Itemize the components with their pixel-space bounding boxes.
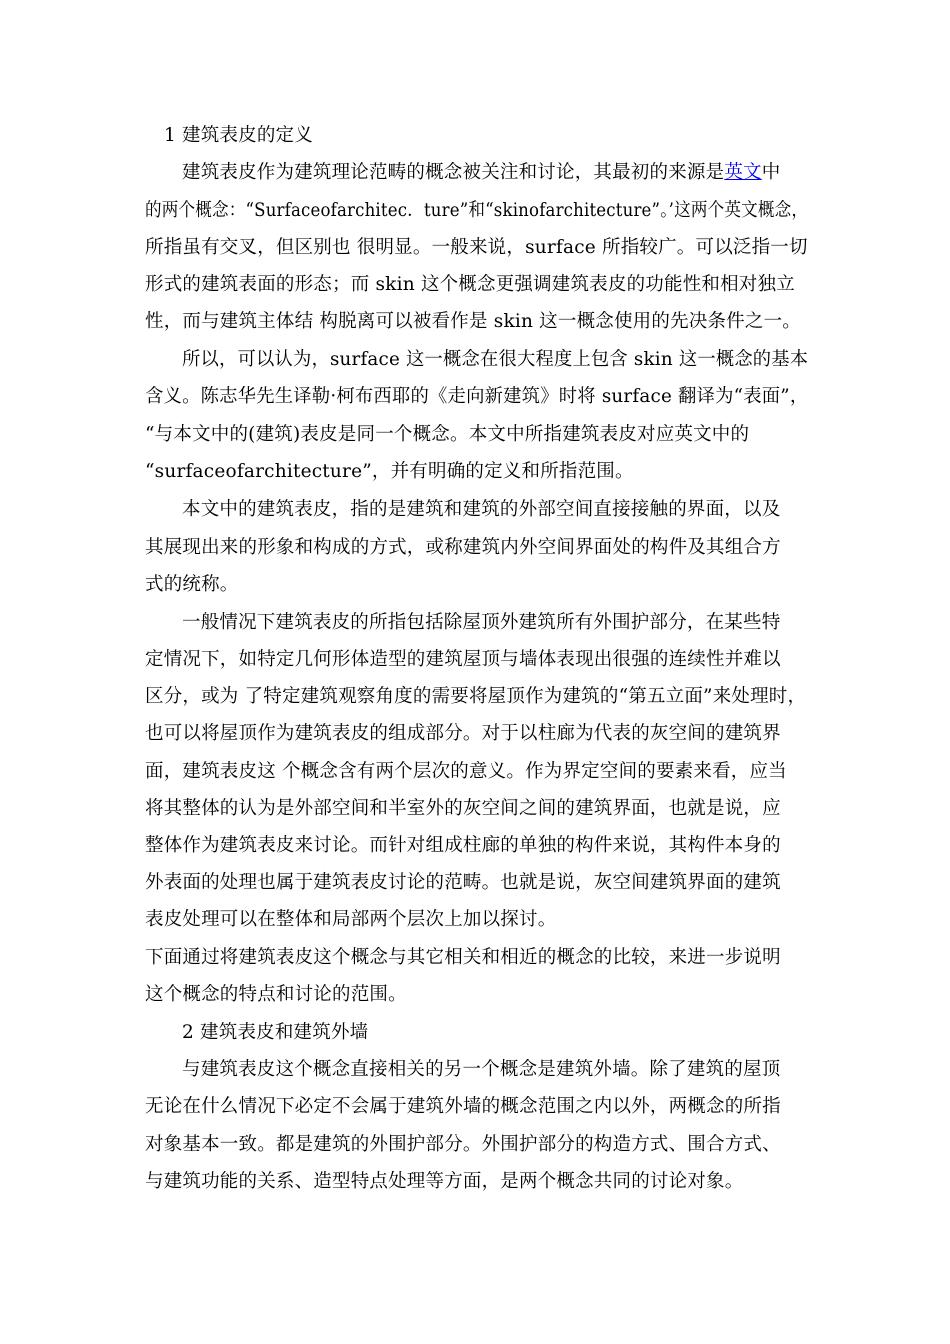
paragraph-4-line-6: 将其整体的认为是外部空间和半室外的灰空间之间的建筑界面，也就是说，应 [145,798,781,819]
paragraph-1-text-tail: 中 [761,162,781,183]
paragraph-1-line-5: 性，而与建筑主体结 构脱离可以被看作是 skin 这一概念使用的先决条件之一。 [145,311,801,332]
paragraph-2-line-1: 所以，可以认为，surface 这一概念在很大程度上包含 skin 这一概念的基本 [182,349,809,370]
paragraph-3-line-1: 本文中的建筑表皮，指的是建筑和建筑的外部空间直接接触的界面，以及 [182,499,781,520]
paragraph-4-line-3: 区分，或为 了特定建筑观察角度的需要将屋顶作为建筑的“第五立面”来处理时， [145,686,807,707]
paragraph-6-line-1: 与建筑表皮这个概念直接相关的另一个概念是建筑外墙。除了建筑的屋顶 [182,1059,781,1080]
paragraph-4-line-8: 外表面的处理也属于建筑表皮讨论的范畴。也就是说，灰空间建筑界面的建筑 [145,872,781,893]
paragraph-2-line-4: “surfaceofarchitecture”，并有明确的定义和所指范围。 [145,461,634,482]
english-link[interactable]: 英文 [724,162,762,183]
paragraph-4-line-4: 也可以将屋顶作为建筑表皮的组成部分。对于以柱廊为代表的灰空间的建筑界 [145,723,781,744]
paragraph-2-line-2: 含义。陈志华先生译勒·柯布西耶的《走向新建筑》时将 surface 翻译为“表面”， [145,386,809,407]
paragraph-4-line-5: 面，建筑表皮这 个概念含有两个层次的意义。作为界定空间的要素来看，应当 [145,761,787,782]
paragraph-5-line-2: 这个概念的特点和讨论的范围。 [145,984,407,1005]
paragraph-3-line-3: 式的统称。 [145,574,239,595]
paragraph-1-line-2: 的两个概念：“Surfaceofarchitec．ture”和“skinofarchitecture”。’这两个英文概念， [145,200,809,221]
paragraph-6-line-4: 与建筑功能的关系、造型特点处理等方面，是两个概念共同的讨论对象。 [145,1171,744,1192]
paragraph-6-line-2: 无论在什么情况下必定不会属于建筑外墙的概念范围之内以外，两概念的所指 [145,1096,781,1117]
paragraph-1-line-3: 所指虽有交叉，但区别也 很明显。一般来说，surface 所指较广。可以泛指一切 [145,237,808,258]
paragraph-6-line-3: 对象基本一致。都是建筑的外围护部分。外围护部分的构造方式、围合方式、 [145,1134,781,1155]
paragraph-1-line-1 [182,161,780,185]
paragraph-4-line-7: 整体作为建筑表皮来讨论。而针对组成柱廊的单独的构件来说，其构件本身的 [145,835,781,856]
section-heading-2: 2 建筑表皮和建筑外墙 [182,1022,369,1043]
paragraph-5-line-1: 下面通过将建筑表皮这个概念与其它相关和相近的概念的比较，来进一步说明 [145,947,781,968]
paragraph-1-line-4: 形式的建筑表面的形态；而 skin 这个概念更强调建筑表皮的功能性和相对独立 [145,274,795,295]
paragraph-3-line-2: 其展现出来的形象和构成的方式，或称建筑内外空间界面处的构件及其组合方 [145,537,781,558]
paragraph-2-line-3: “与本文中的(建筑)表皮是同一个概念。本文中所指建筑表皮对应英文中的 [145,424,750,445]
paragraph-1-text: 建筑表皮作为建筑理论范畴的概念被关注和讨论，其最初的来源是 [182,162,725,183]
paragraph-4-line-2: 定情况下，如特定几何形体造型的建筑屋顶与墙体表现出很强的连续性并难以 [145,649,781,670]
paragraph-4-line-1: 一般情况下建筑表皮的所指包括除屋顶外建筑所有外围护部分，在某些特 [182,612,781,633]
section-heading-1: 1 建筑表皮的定义 [164,125,313,146]
paragraph-4-line-9: 表皮处理可以在整体和局部两个层次上加以探讨。 [145,909,557,930]
